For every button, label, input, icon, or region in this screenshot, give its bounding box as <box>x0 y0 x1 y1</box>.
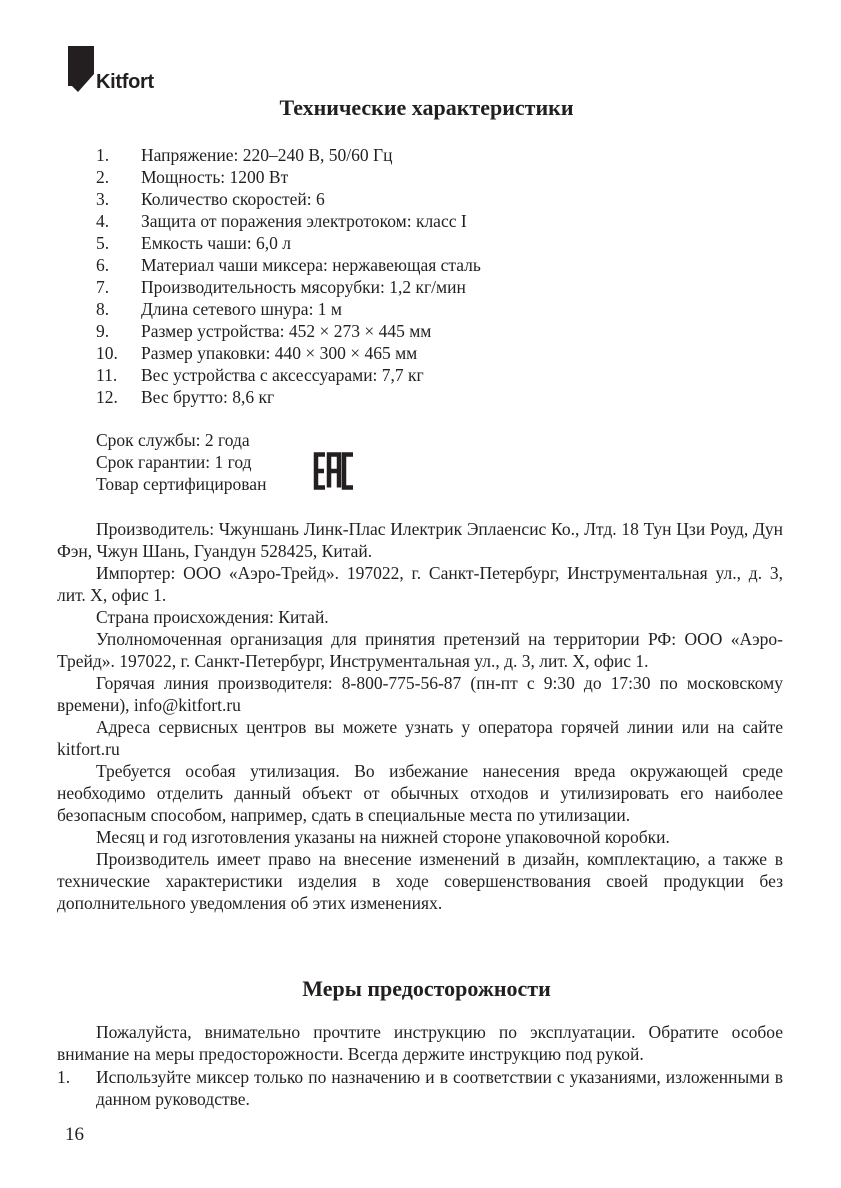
spec-item <box>96 210 481 232</box>
spec-item <box>96 364 481 386</box>
spec-number: 10. <box>96 343 118 363</box>
spec-item <box>96 298 481 320</box>
hotline-paragraph: Горячая линия производителя: 8-800-775-56-87 (пн-пт с 9:30 до 17:30 по московскому времени), info@kitfort.ru <box>57 673 783 715</box>
spec-item <box>96 232 481 254</box>
spec-text: Защита от поражения электротоком: класс I <box>141 211 467 231</box>
spec-text: Вес устройства с аксессуарами: 7,7 кг <box>141 365 424 385</box>
spec-text: Производительность мясорубки: 1,2 кг/мин <box>141 277 466 297</box>
spec-text: Размер устройства: 452 × 273 × 445 мм <box>141 321 432 341</box>
spec-number: 5. <box>96 233 110 253</box>
manufacture-date-paragraph: Месяц и год изготовления указаны на нижней стороне упаковочной коробки. <box>96 827 670 847</box>
spec-number: 3. <box>96 189 110 209</box>
safety-rule-text: Используйте миксер только по назначению и в соответствии с указаниями, изложенными в данном руководстве. <box>96 1067 783 1109</box>
safety-intro-text: Пожалуйста, внимательно прочтите инструкцию по эксплуатации. Обратите особое внимание на меры предосторожности. Всегда держите инструкцию под рукой. <box>57 1022 783 1064</box>
safety-rule <box>57 1066 783 1110</box>
spec-number: 1. <box>96 145 110 165</box>
spec-text: Мощность: 1200 Вт <box>141 167 289 187</box>
spec-item <box>96 144 481 166</box>
manufacturer-info <box>57 518 783 914</box>
page-number: 16 <box>65 1124 84 1145</box>
service-life: Срок службы: 2 года <box>96 430 250 450</box>
spec-item <box>96 386 481 408</box>
service-centers-paragraph: Адреса сервисных центров вы можете узнать у оператора горячей линии или на сайте kitfort.ru <box>57 717 783 759</box>
warranty-period: Срок гарантии: 1 год <box>96 452 252 472</box>
spec-number: 12. <box>96 387 118 407</box>
spec-number: 6. <box>96 255 110 275</box>
spec-text: Материал чаши миксера: нержавеющая сталь <box>141 255 481 275</box>
spec-item <box>96 342 481 364</box>
disposal-paragraph: Требуется особая утилизация. Во избежание нанесения вреда окружающей среде необходимо отделить данный объект от обычных отходов и утилизировать его наиболее безопасным способом, например, сдать в специальные места по утилизации. <box>57 761 783 825</box>
specs-list <box>96 144 481 408</box>
spec-item <box>96 188 481 210</box>
brand-name: Kitfort <box>96 71 154 93</box>
kitfort-logo-icon <box>68 46 94 92</box>
certification-note: Товар сертифицирован <box>96 474 267 494</box>
spec-item <box>96 254 481 276</box>
spec-text: Размер упаковки: 440 × 300 × 465 мм <box>141 343 418 363</box>
spec-text: Емкость чаши: 6,0 л <box>141 233 291 253</box>
spec-text: Напряжение: 220–240 В, 50/60 Гц <box>141 145 393 165</box>
spec-number: 7. <box>96 277 110 297</box>
safety-intro <box>57 1021 783 1065</box>
spec-number: 8. <box>96 299 110 319</box>
kitfort-logo <box>68 46 178 94</box>
service-terms <box>96 429 266 495</box>
spec-text: Длина сетевого шнура: 1 м <box>141 299 343 319</box>
spec-number: 2. <box>96 167 110 187</box>
safety-rule-number: 1. <box>57 1067 71 1087</box>
spec-number: 11. <box>96 365 118 385</box>
origin-paragraph: Страна происхождения: Китай. <box>96 607 329 627</box>
spec-number: 9. <box>96 321 110 341</box>
claims-organization-paragraph: Уполномоченная организация для принятия претензий на территории РФ: ООО «Аэро-Трейд». 197022, г. Санкт-Петербург, Инструментальная ул., д. 3, лит. Х, офис 1. <box>57 629 783 671</box>
spec-number: 4. <box>96 211 110 231</box>
manufacturer-paragraph: Производитель: Чжуншань Линк-Плас Илектрик Эплаенсис Ко., Лтд. 18 Тун Цзи Роуд, Дун Фэн, Чжун Шань, Гуандун 528425, Китай. <box>57 519 783 561</box>
eac-certification-icon <box>313 452 355 490</box>
spec-item <box>96 166 481 188</box>
safety-title: Меры предосторожности <box>302 976 551 1001</box>
specs-title: Технические характеристики <box>279 95 574 120</box>
spec-text: Вес брутто: 8,6 кг <box>141 387 275 407</box>
changes-notice-paragraph: Производитель имеет право на внесение изменений в дизайн, комплектацию, а также в технические характеристики изделия в ходе совершенствования своей продукции без дополнительного уведомления об этих изменениях. <box>57 849 783 913</box>
spec-item <box>96 320 481 342</box>
spec-text: Количество скоростей: 6 <box>141 189 325 209</box>
spec-item <box>96 276 481 298</box>
importer-paragraph: Импортер: ООО «Аэро-Трейд». 197022, г. Санкт-Петербург, Инструментальная ул., д. 3, лит. Х, офис 1. <box>57 563 783 605</box>
